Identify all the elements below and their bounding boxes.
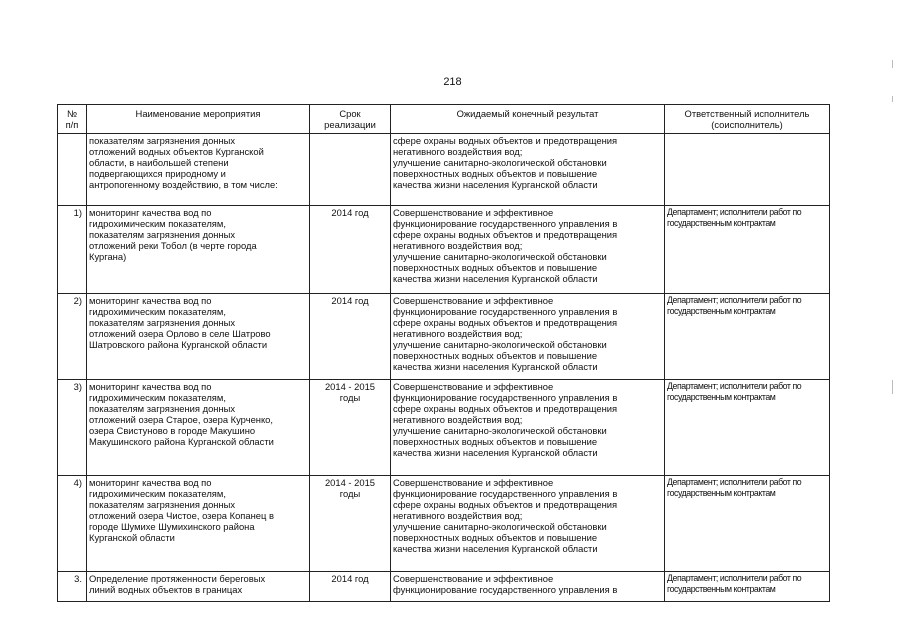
header-term [310,105,391,134]
cell-text-line: отложений водных объектов Курганской [89,146,264,157]
cell-text-line: Курганской области [89,532,175,543]
cell-text-line: поверхностных водных объектов и повышение [393,436,598,447]
header-text: Срок [339,108,361,119]
cell-text-line: государственным контрактам [667,488,776,498]
cell-text-line: Определение протяженности береговых [89,573,266,584]
cell-text-line: 2014 год [331,207,369,218]
cell-text-line: гидрохимическим показателям, [89,218,226,229]
cell-text: 1) [73,207,82,218]
cell-text-line: показателям загрязнения донных [89,135,236,146]
cell-text-line: озера Свистуново в городе Макушино [89,425,256,436]
cell-text-line: мониторинг качества вод по [89,381,212,392]
cell-text-line: годы [339,488,361,499]
cell-text-line: Шатровского района Курганской области [89,339,268,350]
cell-result [391,380,665,476]
cell-text-line: поверхностных водных объектов и повышение [393,262,598,273]
cell-num [58,476,87,572]
cell-text-line: показателям загрязнения донных [89,499,236,510]
cell-result [391,572,665,602]
cell-text-line: функционирование государственного управления в [393,218,618,229]
cell-text-line: государственным контрактам [667,218,776,228]
cell-result [391,206,665,294]
header-text: Наименование мероприятия [135,108,261,119]
cell-text-line: качества жизни населения Курганской области [393,179,598,190]
cell-text-line: показателям загрязнения донных [89,403,236,414]
cell-text-line: Департамент; исполнители работ по [667,295,802,305]
cell-text-line: Совершенствование и эффективное [393,477,554,488]
cell-text-line: мониторинг качества вод по [89,295,212,306]
cell-text-line: 2014 год [331,573,369,584]
cell-text-line: функционирование государственного управления в [393,306,618,317]
cell-num [58,294,87,380]
cell-text-line: 2014 - 2015 [324,477,376,488]
table-row [58,134,830,206]
table-row [58,206,830,294]
cell-text-line: качества жизни населения Курганской области [393,447,598,458]
cell-text-line: сфере охраны водных объектов и предотвращения [393,135,618,146]
table-row [58,572,830,602]
cell-name [87,294,310,380]
header-text: Ответственный исполнитель [684,108,810,119]
cell-text-line: Совершенствование и эффективное [393,573,554,584]
cell-text-line: Департамент; исполнители работ по [667,477,802,487]
scan-edge-mark [892,96,893,102]
cell-text-line: Макушинского района Курганской области [89,436,274,447]
cell-text-line: линий водных объектов в границах [89,584,243,595]
activities-table [57,104,830,602]
cell-num [58,134,87,206]
cell-executor [665,294,830,380]
table-row [58,476,830,572]
cell-text-line: улучшение санитарно-экологической обстановки [393,425,607,436]
cell-text-line: отложений реки Тобол (в черте города [89,240,257,251]
cell-term [310,380,391,476]
cell-text-line: показателям загрязнения донных [89,317,236,328]
cell-text-line: сфере охраны водных объектов и предотвращения [393,317,618,328]
cell-text-line: Совершенствование и эффективное [393,207,554,218]
header-text: № [66,108,78,119]
cell-text-line: показателям загрязнения донных [89,229,236,240]
table-body [58,134,830,602]
cell-text-line: Департамент; исполнители работ по [667,207,802,217]
cell-term [310,206,391,294]
table-header-row [58,105,830,134]
header-name [87,105,310,134]
cell-num [58,206,87,294]
cell-text-line: сфере охраны водных объектов и предотвращения [393,499,618,510]
cell-text-line: мониторинг качества вод по [89,207,212,218]
cell-name [87,380,310,476]
cell-text-line: 2014 год [331,295,369,306]
header-text: реализации [324,119,376,130]
cell-result [391,134,665,206]
cell-text-line: функционирование государственного управления в [393,488,618,499]
scan-edge-mark [892,380,893,394]
scan-edge-mark [892,60,893,68]
cell-text-line: Совершенствование и эффективное [393,381,554,392]
cell-result [391,476,665,572]
cell-text-line: улучшение санитарно-экологической обстановки [393,157,607,168]
page-number: 218 [443,76,462,88]
header-executor [665,105,830,134]
cell-executor [665,380,830,476]
cell-text-line: поверхностных водных объектов и повышение [393,168,598,179]
cell-text: 3. [74,573,82,584]
cell-text-line: негативного воздействия вод; [393,146,523,157]
cell-text-line: поверхностных водных объектов и повышение [393,350,598,361]
cell-text-line: подвергающихся природному и [89,168,226,179]
cell-text-line: негативного воздействия вод; [393,240,523,251]
cell-result [391,294,665,380]
cell-text-line: гидрохимическим показателям, [89,488,226,499]
cell-text-line: негативного воздействия вод; [393,328,523,339]
cell-text-line: Совершенствование и эффективное [393,295,554,306]
cell-text-line: государственным контрактам [667,306,776,316]
header-text: (соисполнитель) [711,119,783,130]
cell-text-line: 2014 - 2015 [324,381,376,392]
header-text: п/п [65,119,79,130]
cell-executor [665,134,830,206]
table-row [58,294,830,380]
cell-text-line: негативного воздействия вод; [393,510,523,521]
cell-executor [665,206,830,294]
cell-text-line: мониторинг качества вод по [89,477,212,488]
table-row [58,380,830,476]
cell-num [58,572,87,602]
cell-text-line: отложений озера Орлово в селе Шатрово [89,328,271,339]
header-result [391,105,665,134]
cell-text-line: качества жизни населения Курганской области [393,361,598,372]
cell-name [87,476,310,572]
header-num [58,105,87,134]
cell-text-line: качества жизни населения Курганской области [393,543,598,554]
cell-term [310,476,391,572]
cell-text-line: Департамент; исполнители работ по [667,573,802,583]
cell-text-line: качества жизни населения Курганской области [393,273,598,284]
cell-text-line: Кургана) [89,251,127,262]
cell-text-line: области, в наибольшей степени [89,157,229,168]
cell-text: 2) [73,295,82,306]
cell-name [87,134,310,206]
cell-text-line: Департамент; исполнители работ по [667,381,802,391]
cell-term [310,572,391,602]
cell-text-line: улучшение санитарно-экологической обстановки [393,521,607,532]
cell-text-line: сфере охраны водных объектов и предотвращения [393,229,618,240]
cell-text-line: негативного воздействия вод; [393,414,523,425]
cell-text-line: городе Шумихе Шумихинского района [89,521,255,532]
cell-text-line: гидрохимическим показателям, [89,306,226,317]
cell-term [310,134,391,206]
cell-text-line: поверхностных водных объектов и повышение [393,532,598,543]
cell-term [310,294,391,380]
cell-text-line: годы [339,392,361,403]
cell-name [87,572,310,602]
cell-executor [665,572,830,602]
cell-text-line: отложений озера Старое, озера Курченко, [89,414,273,425]
cell-text-line: антропогенному воздействию, в том числе: [89,179,278,190]
cell-text-line: улучшение санитарно-экологической обстановки [393,339,607,350]
cell-name [87,206,310,294]
cell-text-line: гидрохимическим показателям, [89,392,226,403]
cell-text-line: функционирование государственного управления в [393,392,618,403]
cell-text: 3) [73,381,82,392]
cell-executor [665,476,830,572]
cell-text-line: государственным контрактам [667,392,776,402]
cell-text-line: отложений озера Чистое, озера Копанец в [89,510,274,521]
cell-text-line: государственным контрактам [667,584,776,594]
cell-text-line: функционирование государственного управления в [393,584,618,595]
cell-text: 4) [73,477,82,488]
header-text: Ожидаемый конечный результат [456,108,599,119]
cell-num [58,380,87,476]
cell-text-line: сфере охраны водных объектов и предотвращения [393,403,618,414]
cell-text-line: улучшение санитарно-экологической обстановки [393,251,607,262]
